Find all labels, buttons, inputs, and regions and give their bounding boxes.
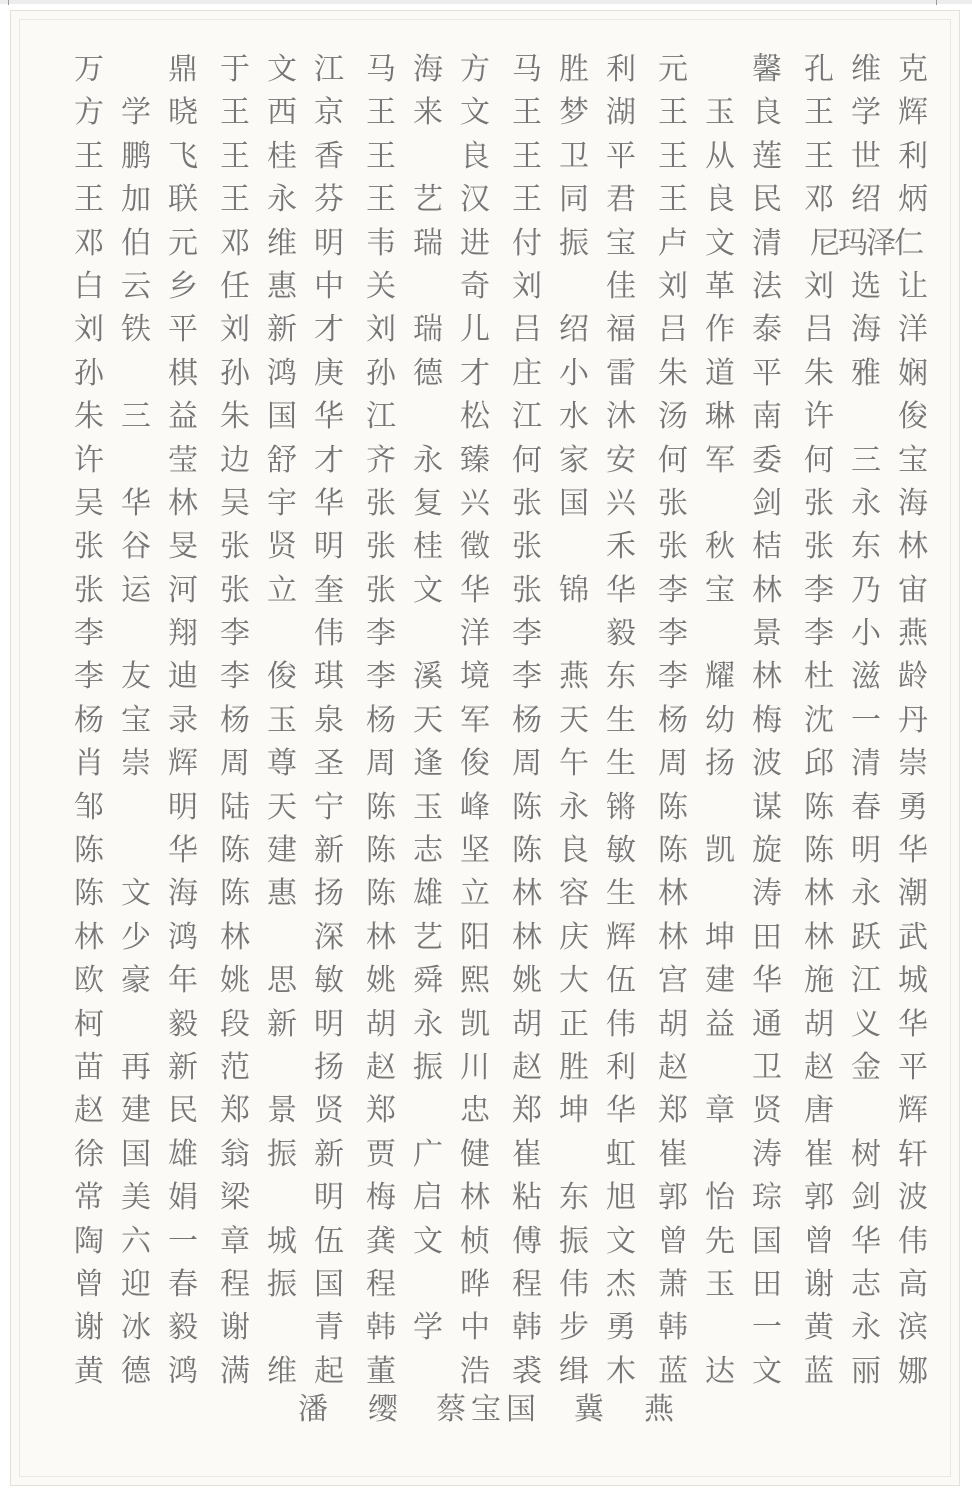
name-entry: 王鹏飞 [74, 138, 198, 174]
name-entry: 王来文 [366, 95, 490, 131]
name-entry: 董 浩 [366, 1353, 490, 1389]
name-entry: 柯 毅 [74, 1006, 198, 1042]
name-entry: 孙鸿庚 [220, 355, 344, 391]
name-entry: 李友迪 [74, 659, 198, 695]
name-entry: 李小燕 [804, 616, 928, 652]
name-entry: 汤琳南 [658, 399, 782, 435]
name-entry: 卢文清 [658, 225, 782, 261]
name-entry: 刘 佳 [512, 268, 636, 304]
name-entry: 裘缉木 [512, 1353, 636, 1389]
name-entry: 常美娟 [74, 1180, 198, 1216]
name-entry: 傅振文 [512, 1223, 636, 1259]
name-entry: 黄德鸿 [74, 1353, 198, 1389]
name-entry: 关 奇 [366, 268, 490, 304]
name-entry: 吕作泰 [658, 312, 782, 348]
name-entry: 周尊圣 [220, 746, 344, 782]
name-entry: 万 鼎 [74, 52, 198, 87]
name-entry: 张复兴 [366, 485, 490, 521]
name-entry: 姚大伍 [512, 963, 636, 999]
name-entry: 刘新才 [220, 312, 344, 348]
name-entry: 张锦华 [512, 572, 636, 608]
name-entry: 刘瑞儿 [366, 312, 490, 348]
name-entry: 龚文桢 [366, 1223, 490, 1259]
name-entry: 赵 卫 [658, 1049, 782, 1085]
name-entry: 张立奎 [220, 572, 344, 608]
name-entry: 方学晓 [74, 95, 198, 131]
name-entry: 郑景贤 [220, 1093, 344, 1129]
name-entry: 韩 一 [658, 1310, 782, 1346]
name-entry: 梁 明 [220, 1180, 344, 1216]
name-entry: 沈一丹 [804, 702, 928, 738]
name-entry: 陶六一 [74, 1223, 198, 1259]
name-entry: 黄永滨 [804, 1310, 928, 1346]
corner-tick-right [936, 0, 937, 5]
name-entry: 刘铁平 [74, 312, 198, 348]
name-entry: 陈良敏 [512, 833, 636, 869]
name-entry: 许 莹 [74, 442, 198, 478]
name-entry: 邓维明 [220, 225, 344, 261]
name-entry: 孔维克 [804, 52, 928, 87]
name-entry: 蔡宝国 [436, 1392, 536, 1427]
name-entry: 陈 华 [74, 833, 198, 869]
name-entry: 姚思敏 [220, 963, 344, 999]
name-entry: 粘东旭 [512, 1180, 636, 1216]
name-entry: 张 禾 [512, 529, 636, 565]
name-entry: 李溪境 [366, 659, 490, 695]
name-entry: 尼玛泽仁 [810, 225, 922, 261]
name-entry: 翁振新 [220, 1136, 344, 1172]
name-entry: 周逢俊 [366, 746, 490, 782]
name-entry: 陆天宁 [220, 789, 344, 825]
name-entry: 张贤明 [220, 529, 344, 565]
name-entry: 姚舜熙 [366, 963, 490, 999]
name-entry: 王桂香 [220, 138, 344, 174]
name-entry: 章城伍 [220, 1223, 344, 1259]
name-entry: 杨天军 [366, 702, 490, 738]
name-entry: 韦瑞进 [366, 225, 490, 261]
name-entry: 何三宝 [804, 442, 928, 478]
name-entry: 曾华伟 [804, 1223, 928, 1259]
name-entry: 赵胜利 [512, 1049, 636, 1085]
name-entry: 孙德才 [366, 355, 490, 391]
name-entry: 周扬波 [658, 746, 782, 782]
name-entry: 赵振川 [366, 1049, 490, 1085]
name-grid [66, 48, 928, 1393]
name-entry: 杜滋龄 [804, 659, 928, 695]
name-entry: 程振国 [220, 1266, 344, 1302]
name-entry: 张文华 [366, 572, 490, 608]
name-entry: 萧玉田 [658, 1266, 782, 1302]
name-entry: 林庆辉 [512, 919, 636, 955]
name-entry: 林坤田 [658, 919, 782, 955]
name-entry: 李宝林 [658, 572, 782, 608]
name-entry: 吴宇华 [220, 485, 344, 521]
name-entry: 王西京 [220, 95, 344, 131]
name-entry: 王卫平 [512, 138, 636, 174]
name-entry: 陈明华 [804, 833, 928, 869]
name-entry: 王从莲 [658, 138, 782, 174]
name-entry: 李耀林 [658, 659, 782, 695]
name-entry: 张东林 [804, 529, 928, 565]
name-entry: 胡义华 [804, 1006, 928, 1042]
name-entry: 江水沐 [512, 399, 636, 435]
name-entry: 满维起 [220, 1353, 344, 1389]
name-entry: 陈志坚 [366, 833, 490, 869]
name-entry: 谢 青 [220, 1310, 344, 1346]
name-entry: 于文江 [220, 52, 344, 87]
name-entry: 蓝丽娜 [804, 1353, 928, 1389]
name-entry: 李 翔 [74, 616, 198, 652]
name-entry: 张永海 [804, 485, 928, 521]
name-entry: 胡益通 [658, 1006, 782, 1042]
name-entry: 谢冰毅 [74, 1310, 198, 1346]
name-entry: 邓伯元 [74, 225, 198, 261]
name-entry: 杨宝录 [74, 702, 198, 738]
name-entry: 朱国华 [220, 399, 344, 435]
name-entry: 徐国雄 [74, 1136, 198, 1172]
name-entry: 张谷旻 [74, 529, 198, 565]
name-entry: 陈玉峰 [366, 789, 490, 825]
name-entry: 林少鸿 [74, 919, 198, 955]
name-entry: 潘 缨 [298, 1392, 398, 1427]
top-rule [0, 0, 972, 4]
name-entry: 陈 谋 [658, 789, 782, 825]
name-entry: 邱清崇 [804, 746, 928, 782]
name-entry: 王玉良 [658, 95, 782, 131]
name-entry: 林跃武 [804, 919, 928, 955]
name-entry: 陈春勇 [804, 789, 928, 825]
name-entry: 程伟杰 [512, 1266, 636, 1302]
name-entry: 林艺阳 [366, 919, 490, 955]
name-entry: 段新明 [220, 1006, 344, 1042]
name-entry: 胡永凯 [366, 1006, 490, 1042]
name-entry: 王学辉 [804, 95, 928, 131]
name-entry: 朱三益 [74, 399, 198, 435]
name-entry: 张 剑 [658, 485, 782, 521]
name-entry: 梅启林 [366, 1180, 490, 1216]
name-entry: 王梦湖 [512, 95, 636, 131]
corner-tick-left [8, 0, 9, 5]
name-entry: 李燕东 [512, 659, 636, 695]
name-entry: 杨天生 [512, 702, 636, 738]
name-entry: 王加联 [74, 182, 198, 218]
name-entry: 李俊琪 [220, 659, 344, 695]
name-entry: 冀 燕 [574, 1392, 674, 1427]
name-entry: 李乃宙 [804, 572, 928, 608]
name-entry: 郭怡琮 [658, 1180, 782, 1216]
name-entry: 任惠中 [220, 268, 344, 304]
name-entry: 李 洋 [366, 616, 490, 652]
name-entry: 施江城 [804, 963, 928, 999]
name-entry: 陈惠扬 [220, 876, 344, 912]
name-entry: 何军委 [658, 442, 782, 478]
name-entry: 张国兴 [512, 485, 636, 521]
name-entry: 范 扬 [220, 1049, 344, 1085]
name-entry: 邹 明 [74, 789, 198, 825]
name-entry: 孙 棋 [74, 355, 198, 391]
name-entry: 杨幼梅 [658, 702, 782, 738]
name-entry: 曾先国 [658, 1223, 782, 1259]
name-entry: 陈永锵 [512, 789, 636, 825]
name-entry: 赵金平 [804, 1049, 928, 1085]
name-entry: 贾广健 [366, 1136, 490, 1172]
name-entry: 邓绍炳 [804, 182, 928, 218]
name-entry: 周午生 [512, 746, 636, 782]
name-entry: 李 毅 [512, 616, 636, 652]
name-entry: 林 深 [220, 919, 344, 955]
name-entry: 苗再新 [74, 1049, 198, 1085]
name-entry: 崔 涛 [658, 1136, 782, 1172]
name-entry: 崔 虹 [512, 1136, 636, 1172]
name-entry: 刘选让 [804, 268, 928, 304]
last-row [0, 1388, 972, 1431]
name-entry: 许 俊 [804, 399, 928, 435]
name-entry: 齐永臻 [366, 442, 490, 478]
name-entry: 吕绍福 [512, 312, 636, 348]
name-entry: 唐 辉 [804, 1093, 928, 1129]
name-entry: 王同君 [512, 182, 636, 218]
name-entry: 付振宝 [512, 225, 636, 261]
name-entry: 郑 忠 [366, 1093, 490, 1129]
name-entry: 郑章贤 [658, 1093, 782, 1129]
name-entry: 江 松 [366, 399, 490, 435]
name-entry: 郭剑波 [804, 1180, 928, 1216]
name-entry: 杨玉泉 [220, 702, 344, 738]
name-entry: 王良民 [658, 182, 782, 218]
name-entry: 张秋桔 [658, 529, 782, 565]
name-entry: 韩学中 [366, 1310, 490, 1346]
name-entry: 蓝达文 [658, 1353, 782, 1389]
name-entry: 林 涛 [658, 876, 782, 912]
name-entry: 吴华林 [74, 485, 198, 521]
name-entry: 马胜利 [512, 52, 636, 87]
name-entry: 林容生 [512, 876, 636, 912]
name-entry: 元 馨 [658, 52, 782, 87]
name-entry: 吕海洋 [804, 312, 928, 348]
name-entry: 白云乡 [74, 268, 198, 304]
name-entry: 曾迎春 [74, 1266, 198, 1302]
name-entry: 胡正伟 [512, 1006, 636, 1042]
name-entry: 朱道平 [658, 355, 782, 391]
name-entry: 程 晔 [366, 1266, 490, 1302]
name-entry: 王 良 [366, 138, 490, 174]
name-entry: 王永芬 [220, 182, 344, 218]
name-entry: 王艺汉 [366, 182, 490, 218]
name-entry: 肖崇辉 [74, 746, 198, 782]
name-entry: 边舒才 [220, 442, 344, 478]
name-entry: 崔树轩 [804, 1136, 928, 1172]
name-entry: 刘革法 [658, 268, 782, 304]
name-entry: 谢志高 [804, 1266, 928, 1302]
name-entry: 张运河 [74, 572, 198, 608]
name-entry: 韩步勇 [512, 1310, 636, 1346]
name-entry: 陈凯旋 [658, 833, 782, 869]
name-entry: 陈文海 [74, 876, 198, 912]
name-entry: 马海方 [366, 52, 490, 87]
name-entry: 欧豪年 [74, 963, 198, 999]
name-entry: 郑坤华 [512, 1093, 636, 1129]
name-entry: 李 伟 [220, 616, 344, 652]
name-entry: 宫建华 [658, 963, 782, 999]
name-entry: 朱雅娴 [804, 355, 928, 391]
name-entry: 陈雄立 [366, 876, 490, 912]
name-entry: 赵建民 [74, 1093, 198, 1129]
name-entry: 庄小雷 [512, 355, 636, 391]
name-entry: 何家安 [512, 442, 636, 478]
name-entry: 张桂徵 [366, 529, 490, 565]
name-entry: 李 景 [658, 616, 782, 652]
name-entry: 王世利 [804, 138, 928, 174]
name-entry: 陈建新 [220, 833, 344, 869]
name-entry: 林永潮 [804, 876, 928, 912]
